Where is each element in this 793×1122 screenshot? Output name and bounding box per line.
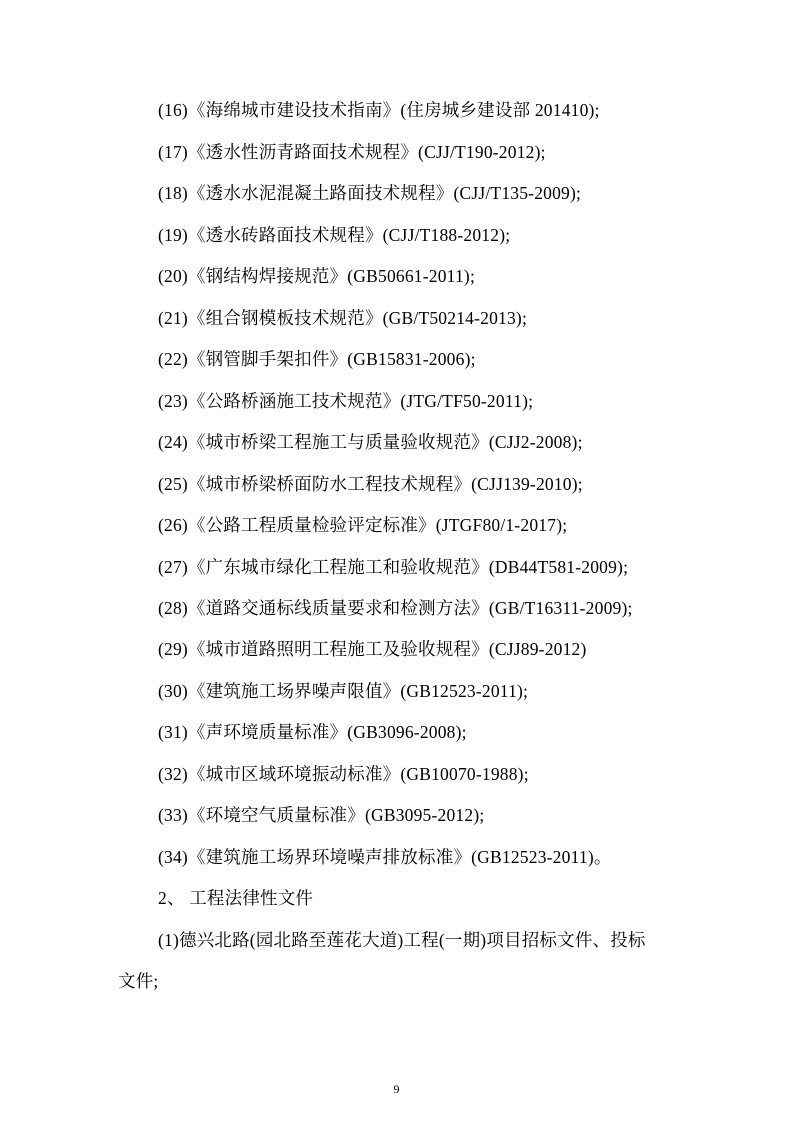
reference-item-27: (27)《广东城市绿化工程施工和验收规范》(DB44T581-2009); — [158, 557, 629, 577]
reference-item-28: (28)《道路交通标线质量要求和检测方法》(GB/T16311-2009); — [158, 598, 633, 618]
paragraph-line-2: 文件; — [118, 971, 159, 991]
reference-item-23: (23)《公路桥涵施工技术规范》(JTG/TF50-2011); — [158, 391, 534, 411]
reference-item-19: (19)《透水砖路面技术规程》(CJJ/T188-2012); — [158, 225, 511, 245]
paragraph-line-1: (1)德兴北路(园北路至莲花大道)工程(一期)项目招标文件、投标 — [158, 930, 646, 950]
reference-item-34: (34)《建筑施工场界环境噪声排放标准》(GB12523-2011)。 — [158, 847, 612, 867]
reference-item-25: (25)《城市桥梁桥面防水工程技术规程》(CJJ139-2010); — [158, 474, 583, 494]
reference-item-33: (33)《环境空气质量标准》(GB3095-2012); — [158, 805, 485, 825]
reference-item-26: (26)《公路工程质量检验评定标准》(JTGF80/1-2017); — [158, 515, 568, 535]
reference-item-20: (20)《钢结构焊接规范》(GB50661-2011); — [158, 266, 476, 286]
reference-item-16: (16)《海绵城市建设技术指南》(住房城乡建设部 201410); — [158, 100, 600, 120]
reference-item-31: (31)《声环境质量标准》(GB3096-2008); — [158, 722, 467, 742]
page-number: 9 — [393, 1082, 400, 1096]
reference-item-22: (22)《钢管脚手架扣件》(GB15831-2006); — [158, 349, 476, 369]
reference-item-32: (32)《城市区域环境振动标准》(GB10070-1988); — [158, 764, 529, 784]
reference-item-29: (29)《城市道路照明工程施工及验收规程》(CJJ89-2012) — [158, 639, 587, 659]
reference-item-18: (18)《透水水泥混凝土路面技术规程》(CJJ/T135-2009); — [158, 183, 582, 203]
reference-item-17: (17)《透水性沥青路面技术规程》(CJJ/T190-2012); — [158, 142, 546, 162]
section-heading: 2、 工程法律性文件 — [158, 888, 314, 908]
reference-item-21: (21)《组合钢模板技术规范》(GB/T50214-2013); — [158, 308, 528, 328]
reference-item-30: (30)《建筑施工场界噪声限值》(GB12523-2011); — [158, 681, 529, 701]
reference-item-24: (24)《城市桥梁工程施工与质量验收规范》(CJJ2-2008); — [158, 432, 583, 452]
